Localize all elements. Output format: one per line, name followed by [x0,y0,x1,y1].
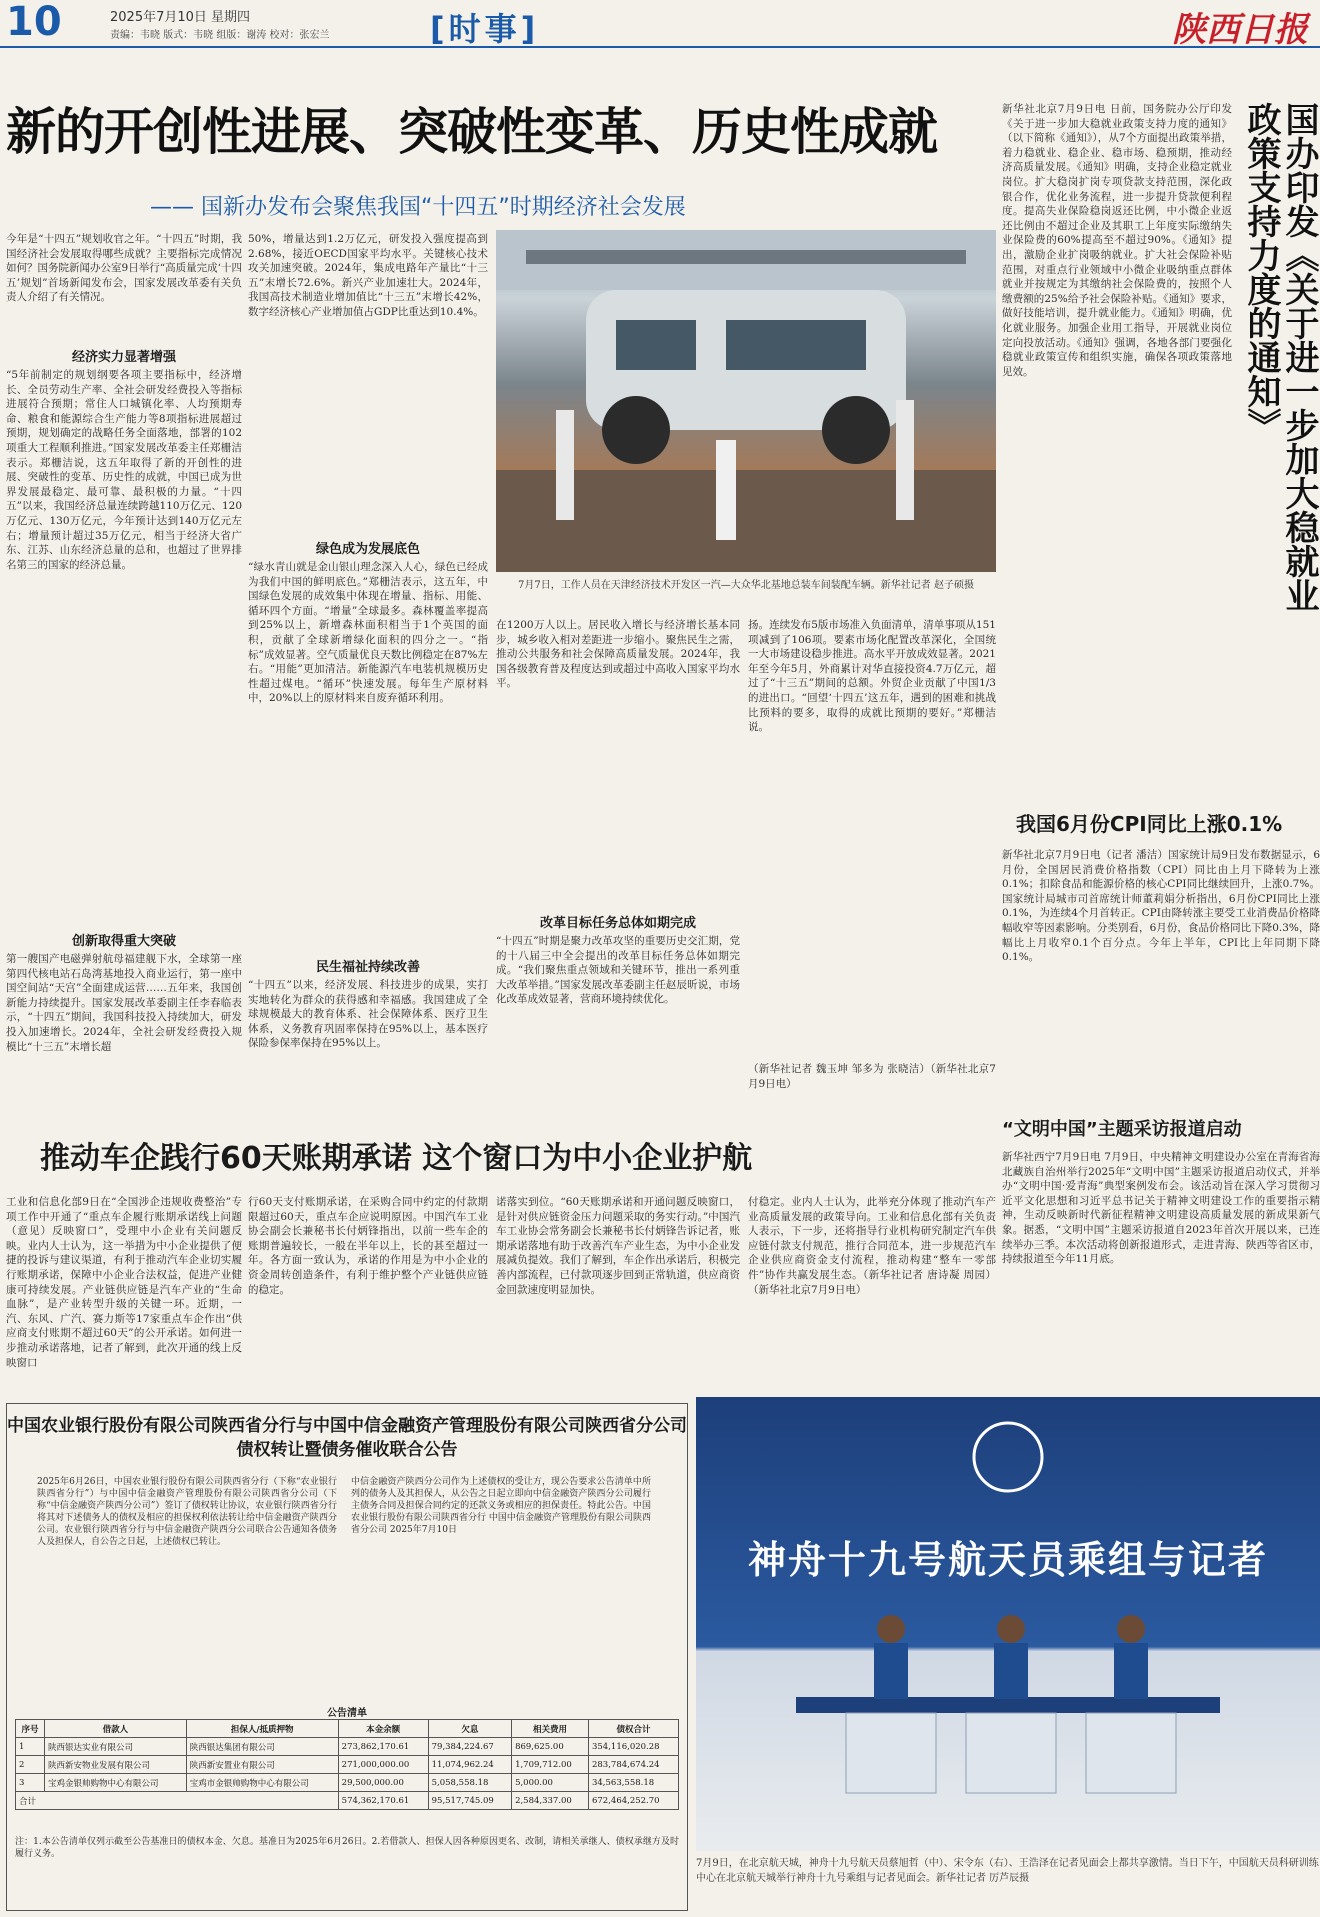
lead-photo-caption: 7月7日，工作人员在天津经济技术开发区一汽—大众华北基地总装车间装配车辆。新华社记者 赵子硕摄 [518,580,974,591]
table-cell: 陕西新安置业有限公司 [186,1756,338,1774]
page-number: 10 [6,0,62,45]
lead-column-1b: 第一艘国产电磁弹射航母福建舰下水，全球第一座第四代核电站石岛湾基地投入商业运行，第一座中国空间站“天宫”全面建成运营……五年来，我国创新能力持续提升。国家发展改革委副主任李春临表示，“十四五”期间，我国科技投入持续加大，研发投入加速增长。2024年，全社会研发经费投入规模比“十三五”末增长超 [6,953,242,1053]
lead-subheading-economy: 经济实力显著增强 [71,350,176,365]
page-editors: 责编：韦晓 版式：韦晓 组版：谢涛 校对：张宏兰 [110,30,330,41]
notice-table-title: 公告清单 [327,1708,367,1719]
table-cell: 29,500,000.00 [338,1774,428,1792]
table-cell: 574,362,170.61 [338,1792,428,1810]
table-cell: 陕西银达集团有限公司 [186,1738,338,1756]
factory-illustration [496,230,996,572]
table-cell: 合计 [16,1792,339,1810]
shenzhou-caption: 7月9日，在北京航天城，神舟十九号航天员蔡旭哲（中）、宋令东（右）、王浩泽在记者见面会上都共享激情。当日下午，中国航天员科研训练中心在北京航天城举行神舟十九号乘组与记者见面会。新华社记者 厉芦辰摄 [696,1858,1319,1884]
shenzhou-photo [696,1397,1320,1851]
lead-column-3: 在1200万人以上。居民收入增长与经济增长基本同步，城乡收入相对差距进一步缩小。聚焦民生之需，推动公共服务和社会保障高质量发展。2024年，我国各级教育普及程度达到或超过中高收入国家平均水平。 [496,619,740,690]
side-story-body: 新华社北京7月9日电 日前，国务院办公厅印发《关于进一步加大稳就业政策支持力度的通知》（以下简称《通知》），从7个方面提出政策举措，着力稳就业、稳企业、稳市场、稳预期，推动经济高质量发展。《通知》明确，支持企业稳定就业岗位。扩大稳岗扩岗专项贷款支持范围，深化政银合作，优化业务流程，进一步提升贷款便利程度。提高失业保险稳岗返还比例，中小微企业返还比例由不超过企业及其职工上年度实际缴纳失业保险费的60%提高至不超过90%。《通知》提出，激励企业扩岗吸纳就业。扩大社会保险补贴范围，对重点行业领域中小微企业吸纳重点群体就业并按规定为其缴纳社会保险费的，按照个人缴费额的25%给予社会保险补贴。《通知》要求，做好技能培训，提升就业能力。《通知》明确，优化就业服务。加强企业用工指导，开展就业岗位定向投放活动。《通知》强调，各地各部门要强化稳就业政策宣传和组织实施，确保各项政策落地见效。 [1002,103,1232,378]
lead-photo-car-factory [496,230,996,572]
cpi-headline: 我国6月份CPI同比上涨0.1% [1016,812,1283,836]
table-cell: 34,563,558.18 [588,1774,678,1792]
table-header-cell: 相关费用 [512,1720,589,1738]
lead-subhead: —— 国新办发布会聚焦我国“十四五”时期经济社会发展 [150,195,686,220]
second-story-column-1: 工业和信息化部9日在“全国涉企违规收费整治”专项工作中开通了“重点车企履行账期承诺线上问题（意见）反映窗口”，受理中小企业有关问题反映。业内人士认为，这一举措为中小企业提供了便捷的投诉与建议渠道，有利于推动汽车企业切实履行账期承诺，保障中小企业合法权益，促进产业健康可持续发展。产业链供应链是汽车产业的“生命血脉”，是产业转型升级的关键一环。近期，一汽、东风、广汽、赛力斯等17家重点车企作出“供应商支付账期不超过60天”的公开承诺。如何进一步推动承诺落地，记者了解到，此次开通的线上反映窗口 [6,1196,242,1369]
table-cell: 273,862,170.61 [338,1738,428,1756]
press-conference-illustration [696,1397,1320,1851]
cpi-body: 新华社北京7月9日电（记者 潘洁）国家统计局9日发布数据显示，6月份，全国居民消费价格指数（CPI）同比由上月下降转为上涨0.1%；扣除食品和能源价格的核心CPI同比继续回升，上涨0.7%。国家统计局城市司首席统计师董莉娟分析指出，6月份CPI同比上涨0.1%，为连续4个月首转正。CPI由降转涨主要受工业消费品价格降幅收窄等因素影响。分类别看，6月份，食品价格同比下降0.3%，降幅比上月收窄0.1个百分点。今年上半年，CPI比上年同期下降0.1%。 [1002,849,1320,964]
second-story-column-3: 诺落实到位。“60天账期承诺和开通问题反映窗口，是针对供应链资金压力问题采取的务实行动。”中国汽车工业协会常务副会长兼秘书长付炳锋告诉记者，账期承诺落地有助于改善汽车产业生态，为中小企业发展减负提效。我们了解到，车企作出承诺后，积极完善内部流程，已付款项逐步回到正常轨道，供应商资金回款速度明显加快。 [496,1196,740,1296]
page-date: 2025年7月10日 星期四 [110,10,251,25]
lead-byline: （新华社记者 魏玉坤 邹多为 张晓洁）（新华社北京7月9日电） [748,1063,996,1090]
table-cell: 11,074,962.24 [428,1756,511,1774]
table-cell: 271,000,000.00 [338,1756,428,1774]
table-cell: 1 [16,1738,45,1756]
newspaper-logo: 陕西日报 [1172,10,1308,50]
lead-column-1: “5年前制定的规划纲要各项主要指标中，经济增长、全员劳动生产率、全社会研发经费投入等指标进展符合预期；常住人口城镇化率、人均预期寿命、粮食和能源综合生产能力等8项指标进展超过预期，规划确定的战略任务全面落地，部署的102项重大工程顺利推进。”国家发展改革委主任郑栅洁表示。郑栅洁说，这五年取得了新的开创性的进展、突破性的变革、历史性的成就，中国已成为世界发展最稳定、最可靠、最积极的力量。“十四五”以来，我国经济总量连续跨越110万亿元、120万亿元、130万亿元，今年预计达到140万亿元左右；增量预计超过35万亿元，相当于经济大省广东、江苏、山东经济总量的总和，也超过了世界排名第三的国家的经济总量。 [6,369,242,571]
table-header-cell: 欠息 [428,1720,511,1738]
second-story-headline: 推动车企践行60天账期承诺 这个窗口为中小企业护航 [40,1141,753,1176]
table-header-cell: 担保人/抵质押物 [186,1720,338,1738]
table-cell: 陕西新安物业发展有限公司 [44,1756,186,1774]
shenzhou-title: 神舟十九号航天员乘组与记者 [747,1538,1268,1582]
notice-table [15,1719,679,1810]
civilization-headline: “文明中国”主题采访报道启动 [1002,1119,1242,1140]
table-header-cell: 序号 [16,1720,45,1738]
notice-title: 中国农业银行股份有限公司陕西省分行与中国中信金融资产管理股份有限公司陕西省分公司债权转让暨债务催收联合公告 [7,1416,687,1460]
lead-column-4: 扬。连续发布5版市场准入负面清单，清单事项从151项减到了106项。要素市场化配置改革深化，全国统一大市场建设稳步推进。高水平开放成效显著。2021年至今年5月，外商累计对华直接投资4.7万亿元，超过了“十三五”期间的总额。外贸企业贡献了中国1/3的进出口。“回望‘十四五’这五年，遇到的困难和挑战比预料的要多，取得的成就比预期的要好。”郑栅洁说。 [748,619,996,734]
table-cell: 陕西银达实业有限公司 [44,1738,186,1756]
table-cell: 79,384,224.67 [428,1738,511,1756]
table-header-cell: 借款人 [44,1720,186,1738]
page-header [0,0,1320,48]
table-row [16,1774,679,1792]
side-story-headline: 国办印发《关于进一步加大稳就业政策支持力度的通知》 [1241,102,1319,612]
table-cell: 672,464,252.70 [588,1792,678,1810]
lead-column-2c: “十四五”以来，经济发展、科技进步的成果，实打实地转化为群众的获得感和幸福感。我国建成了全球规模最大的教育体系、社会保障体系、医疗卫生体系，义务教育巩固率保持在95%以上，基本医疗保险参保率保持在95%以上。 [248,979,488,1050]
table-cell: 1,709,712.00 [512,1756,589,1774]
lead-subheading-innovation: 创新取得重大突破 [71,934,176,949]
notice-body-2: 中信金融资产陕西分公司作为上述债权的受让方，现公告要求公告清单中所列的债务人及其担保人，从公告之日起立即向中信金融资产陕西分公司履行主债务合同及担保合同约定的还款义务或相应的担保责任。特此公告。中国农业银行股份有限公司陕西省分行 中国中信金融资产管理股份有限公司陕西省分公司 2025年7月10日 [351,1477,651,1535]
notice-footnote: 注：1.本公告清单仅列示截至公告基准日的债权本金、欠息。基准日为2025年6月26日。2.若借款人、担保人因各种原因更名、改制，请相关承继人、债权承继方及时履行义务。 [15,1837,679,1859]
debt-transfer-notice [6,1403,688,1911]
table-cell: 2,584,337.00 [512,1792,589,1810]
lead-intro: 今年是“十四五”规划收官之年。“十四五”时期，我国经济社会发展取得哪些成就？主要指标完成情况如何？国务院新闻办公室9日举行“高质量完成‘十四五’规划”首场新闻发布会，国家发展改革委有关负责人介绍了有关情况。 [6,233,242,304]
second-story-column-4: 付稳定。业内人士认为，此举充分体现了推动汽车产业高质量发展的政策导向。工业和信息化部有关负责人表示，下一步，还将指导行业机构研究制定汽车供应链付款支付规范，推行合同范本，进一步规范汽车企业供应商资金支付流程，推动构建“整车一零部件”协作共赢发展生态。（新华社记者 唐诗凝 周园）（新华社北京7月9日电） [748,1196,996,1296]
table-cell: 283,784,674.24 [588,1756,678,1774]
table-total-row [16,1792,679,1810]
table-cell: 宝鸡金银帅购物中心有限公司 [44,1774,186,1792]
notice-body: 2025年6月26日，中国农业银行股份有限公司陕西省分行（下称“农业银行陕西省分行”）与中国中信金融资产管理股份有限公司陕西省分公司（下称“中信金融资产陕西分公司”）签订了债权转让协议，农业银行陕西省分行将其对下述债务人的债权及相应的担保权利依法转让给中信金融资产陕西分公司。农业银行陕西省分行与中信金融资产陕西分公司联合公告通知各债务人及担保人，自公告之日起，上述债权已转让。 [37,1477,337,1547]
table-cell: 3 [16,1774,45,1792]
lead-subheading-green: 绿色成为发展底色 [315,542,420,557]
table-cell: 宝鸡市金银帅购物中心有限公司 [186,1774,338,1792]
lead-column-3b: “十四五”时期是聚力改革攻坚的重要历史交汇期，党的十八届三中全会提出的改革目标任务总体如期完成。“我们聚焦重点领域和关键环节，推出一系列重大改革举措。”国家发展改革委副主任赵辰昕说，市场化改革成效显著，营商环境持续优化。 [496,935,740,1006]
civilization-body: 新华社西宁7月9日电 7月9日，中央精神文明建设办公室在青海省海北藏族自治州举行2025年“文明中国”主题采访报道启动仪式，并举办“文明中国·爱青海”典型案例发布会。该活动旨在深入学习贯彻习近平文化思想和习近平总书记关于精神文明建设工作的重要指示精神，生动反映新时代新征程精神文明建设高质量发展的新成果新气象。据悉，“文明中国”主题采访报道自2023年首次开展以来，已连续举办三季。本次活动将创新报道形式，走进青海、陕西等省区市，持续报道至今年11月底。 [1002,1151,1320,1266]
table-header-cell: 本金余额 [338,1720,428,1738]
table-row [16,1756,679,1774]
table-cell: 869,625.00 [512,1738,589,1756]
lead-subheading-livelihood: 民生福祉持续改善 [315,960,420,975]
table-cell: 2 [16,1756,45,1774]
table-header-row [16,1720,679,1738]
section-tag: [时事] [430,10,540,48]
table-cell: 5,058,558.18 [428,1774,511,1792]
table-row [16,1738,679,1756]
table-cell: 95,517,745.09 [428,1792,511,1810]
table-header-cell: 债权合计 [588,1720,678,1738]
lead-subheading-reform: 改革目标任务总体如期完成 [539,916,696,931]
second-story-column-2: 行60天支付账期承诺，在采购合同中约定的付款期限超过60天，重点车企应说明原因。中国汽车工业协会副会长兼秘书长付炳锋指出，以前一些车企的账期普遍较长，一般在半年以上，长的甚至超过一年。各方面一致认为，承诺的作用是为中小企业的资金周转创造条件，有利于维护整个产业链供应链的稳定。 [248,1196,488,1296]
lead-column-2: 50%，增量达到1.2万亿元，研发投入强度提高到2.68%，接近OECD国家平均水平。关键核心技术攻关加速突破。2024年，集成电路年产量比“十三五”末增长72.6%。新兴产业加速壮大。2024年，我国高技术制造业增加值比“十三五”末增长42%，数字经济核心产业增加值占GDP比重达到10.4%。 [248,233,488,318]
table-cell: 5,000.00 [512,1774,589,1792]
lead-column-2b: “绿水青山就是金山银山理念深入人心，绿色已经成为我们中国的鲜明底色。”郑栅洁表示，这五年，中国绿色发展的成效集中体现在增量、指标、用能、循环四个方面。“增量”全球最多。森林覆盖率提高到25%以上，新增森林面积相当于1个英国的面积，贡献了全球新增绿化面积的四分之一。“指标”成效显著。空气质量优良天数比例稳定在87%左右。“用能”更加清洁。新能源汽车电装机规模历史性超过煤电。“循环”快速发展。每年生产原材料中，20%以上的原材料来自废弃循环利用。 [248,561,488,705]
table-cell: 354,116,020.28 [588,1738,678,1756]
lead-headline: 新的开创性进展、突破性变革、历史性成就 [6,103,937,161]
